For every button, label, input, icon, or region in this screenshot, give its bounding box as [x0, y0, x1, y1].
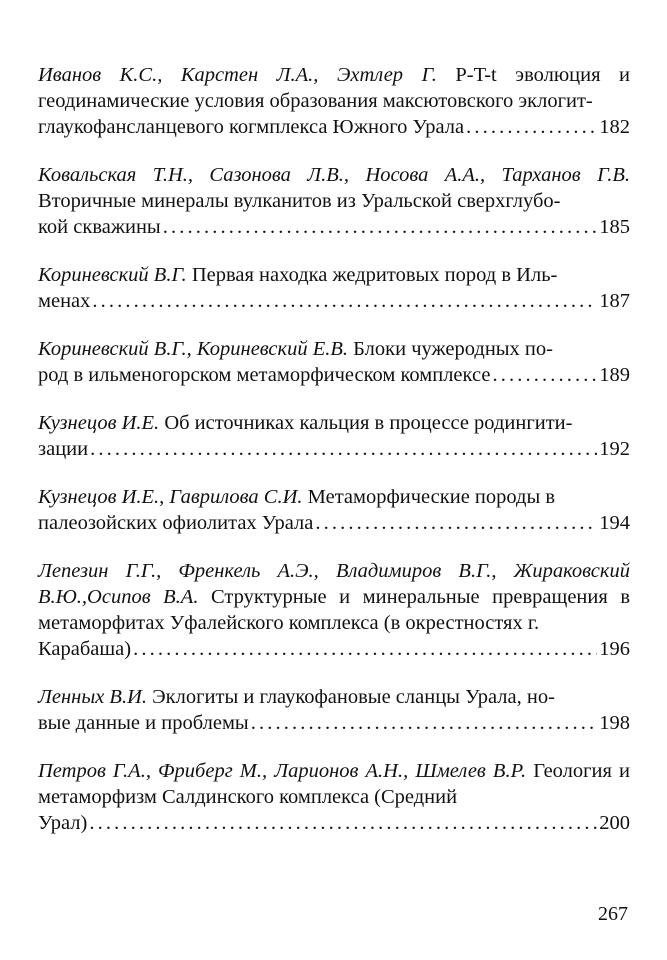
entry-last-line	[38, 214, 630, 240]
toc-entry	[38, 62, 630, 140]
entry-page-number: 189	[599, 364, 630, 386]
entry-title-end: зации	[38, 438, 89, 460]
dot-leader	[315, 510, 597, 536]
entry-page-number: 198	[599, 712, 630, 734]
entry-last-line	[38, 288, 630, 314]
entry-authors: Кориневский В.Г.	[38, 264, 187, 286]
entry-title-end: палеозойских офиолитах Урала	[38, 512, 314, 534]
dot-leader	[133, 636, 597, 662]
table-of-contents	[38, 62, 630, 858]
entry-authors: Кузнецов И.Е., Гаврилова С.И.	[38, 486, 303, 508]
entry-authors: Кориневский В.Г., Кориневский Е.В.	[38, 338, 349, 360]
toc-entry	[38, 262, 630, 314]
entry-title: Блоки чужеродных по-	[353, 338, 553, 360]
dot-leader	[163, 214, 598, 240]
toc-entry	[38, 558, 630, 662]
entry-page-number: 187	[599, 290, 630, 312]
toc-entry	[38, 684, 630, 736]
toc-entry	[38, 336, 630, 388]
entry-title-end: кой скважины	[38, 216, 161, 238]
dot-leader	[90, 436, 597, 462]
entry-title: Первая находка жедритовых пород в Иль-	[191, 264, 558, 286]
dot-leader	[492, 362, 597, 388]
entry-title-end: менах	[38, 290, 91, 312]
entry-title: Структурные и минеральные превращения в метаморфитах Уфалейского комплекса (в окрестностях г.	[38, 586, 631, 634]
toc-entry	[38, 758, 630, 836]
entry-authors: Иванов К.С., Карстен Л.А., Эхтлер Г.	[38, 64, 437, 86]
entry-title-end: род в ильменогорском метаморфическом комплексе	[38, 364, 491, 386]
toc-entry	[38, 484, 630, 536]
entry-last-line	[38, 810, 630, 836]
entry-page-number: 185	[599, 216, 630, 238]
entry-page-number: 194	[599, 512, 630, 534]
toc-entry	[38, 162, 630, 240]
toc-entry	[38, 410, 630, 462]
entry-title: Эклогиты и глаукофановые сланцы Урала, но-	[152, 686, 555, 708]
dot-leader	[92, 288, 597, 314]
dot-leader	[251, 710, 598, 736]
entry-authors: Ленных В.И.	[38, 686, 148, 708]
entry-last-line	[38, 114, 630, 140]
entry-page-number: 192	[599, 438, 630, 460]
entry-title: P-T-t эволюция и геодинамические условия образования максютовского эклогит-	[38, 64, 630, 112]
entry-authors: Петров Г.А., Фриберг М., Ларионов А.Н., Шмелев В.Р.	[38, 760, 527, 782]
entry-title-end: вые данные и проблемы	[38, 712, 249, 734]
entry-authors: Кузнецов И.Е.	[38, 412, 160, 434]
entry-last-line	[38, 510, 630, 536]
dot-leader	[466, 114, 597, 140]
entry-page-number: 200	[599, 812, 630, 834]
entry-title: Об источниках кальция в процессе родингити-	[164, 412, 573, 434]
dot-leader	[89, 810, 597, 836]
entry-title-end: Карабаша)	[38, 638, 132, 660]
entry-title: Вторичные минералы вулканитов из Уральской сверхглубо-	[38, 190, 561, 212]
entry-title-end: Урал)	[38, 812, 88, 834]
entry-last-line	[38, 436, 630, 462]
entry-page-number: 196	[599, 638, 630, 660]
entry-title-end: глаукофансланцевого когмплекса Южного Урала	[38, 116, 465, 138]
entry-last-line	[38, 710, 630, 736]
page-number: 267	[598, 903, 628, 925]
entry-page-number: 182	[599, 116, 630, 138]
entry-authors: Лепезин Г.Г., Френкель А.Э., Владимиров В.Г., Жираковский В.Ю.,Осипов В.А.	[38, 560, 630, 608]
entry-authors: Ковальская Т.Н., Сазонова Л.В., Носова А.А., Тарханов Г.В.	[38, 164, 630, 186]
entry-last-line	[38, 636, 630, 662]
entry-title: Геология и метаморфизм Салдинского комплекса (Средний	[38, 760, 631, 808]
entry-last-line	[38, 362, 630, 388]
entry-title: Метаморфические породы в	[307, 486, 556, 508]
